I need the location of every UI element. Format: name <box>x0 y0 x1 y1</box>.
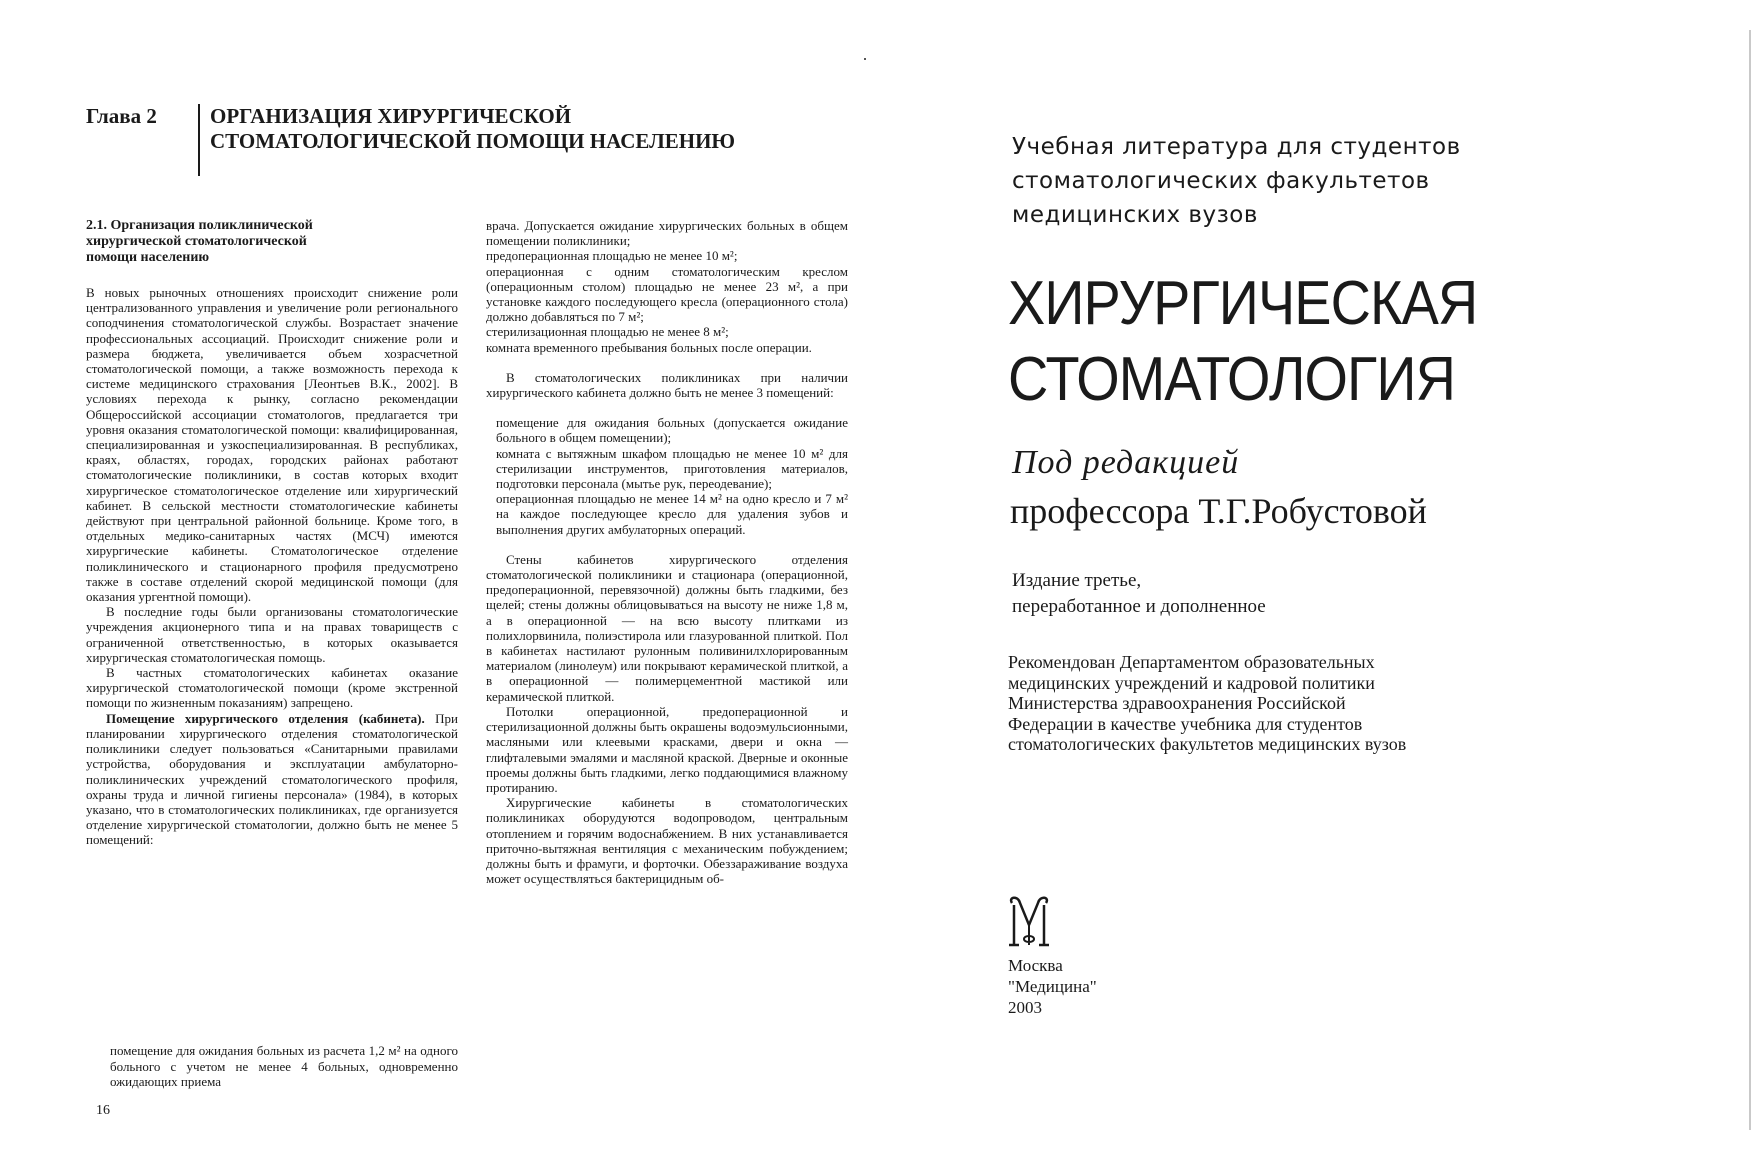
section-heading-line: хирургической стоматологической <box>86 234 307 249</box>
book-title-line: ХИРУРГИЧЕСКАЯ <box>1008 269 1478 338</box>
section-heading-line: помощи населению <box>86 250 210 265</box>
recommendation-line: Федерации в качестве учебника для студентов <box>1008 713 1363 734</box>
imprint-city: Москва <box>1008 956 1063 975</box>
editor-caption: Под редакцией <box>1012 444 1240 481</box>
series-note <box>1012 130 1572 232</box>
list-item: комната с вытяжным шкафом площадью не менее 10 м² для стерилизации инструментов, приготовления материалов, подготовки персонала (мытье рук, переодевание); <box>496 445 848 492</box>
edition-line: переработанное и дополненное <box>1012 596 1266 617</box>
paragraph: Потолки операционной, предоперационной и стерилизационной должны быть окрашены водоэмульсионными, масляными или клеевыми красками, двери и окна — глифталевыми эмалями и масляной краской. Дверные и оконные проемы должны быть гладкими, легко поддающимися влажному протиранию. <box>486 703 848 795</box>
paragraph: В стоматологических поликлиниках при наличии хирургического кабинета должно быть не менее 3 помещений: <box>486 369 848 401</box>
chapter-label: Глава 2 <box>86 104 157 128</box>
edition-line: Издание третье, <box>1012 570 1142 591</box>
book-title-line: СТОМАТОЛОГИЯ <box>1008 345 1455 414</box>
text-column-left <box>86 285 458 848</box>
page-number: 16 <box>96 1103 110 1118</box>
series-note-line: Учебная литература для студентов <box>1012 134 1461 160</box>
chapter-title-line: ОРГАНИЗАЦИЯ ХИРУРГИЧЕСКОЙ <box>210 104 572 128</box>
series-note-line: стоматологических факультетов <box>1012 168 1430 194</box>
chapter-divider <box>198 104 200 176</box>
imprint-year: 2003 <box>1008 998 1042 1017</box>
paragraph: В частных стоматологических кабинетах оказание хирургической стоматологической помощи (кроме экстренной помощи по жизненным показаниям) запрещено. <box>86 665 458 711</box>
scan-speck <box>864 58 866 60</box>
page-edge <box>1749 30 1751 1130</box>
paragraph: Стены кабинетов хирургического отделения стоматологической поликлиники и стационара (операционной, предоперационной, перевязочной) должны быть гладкими, без щелей; стены должны облицовываться на высоту не ниже 1,8 м, а в операционной — на всю высоту плитками из полихлорвинила, полиэстирола или глазурованной плиткой. Пол в кабинетах настилают рулонным поливинилхлорированным материалом (линолеум) или покрывают керамической плиткой, а в операционной — полимерцементной мастикой или керамической плиткой. <box>486 551 848 704</box>
imprint-publisher: "Медицина" <box>1008 977 1097 996</box>
chapter-title <box>210 104 830 154</box>
section-heading-line: 2.1. Организация поликлинической <box>86 218 313 233</box>
editor-name: профессора Т.Г.Робустовой <box>1010 491 1427 531</box>
list-item: врача. Допускается ожидание хирургических больных в общем помещении поликлиники; <box>486 218 848 249</box>
imprint <box>1008 955 1097 1018</box>
list-item: операционная площадью не менее 14 м² на одно кресло и 7 м² на каждое последующее кресло для удаления зубов и выполнения других амбулаторных операций. <box>496 491 848 537</box>
edition-note <box>1012 568 1266 620</box>
series-note-line: медицинских вузов <box>1012 202 1258 228</box>
recommendation-line: стоматологических факультетов медицинских вузов <box>1008 734 1407 754</box>
medicina-logo-icon <box>1006 895 1052 951</box>
list-item: помещение для ожидания больных из расчета 1,2 м² на одного больного с учетом не менее 4 больных, одновременно ожидающих приема <box>110 1043 458 1089</box>
recommendation-line: Министерства здравоохранения Российской <box>1008 693 1346 713</box>
paragraph: В новых рыночных отношениях происходит снижение роли централизованного управления и увеличение роли регионального соподчинения стоматологической службы. Возрастает значение профессиональных ассоциаций. Происходит снижение роли и размера бюджета, увеличивается объем хозрасчетной стоматологической помощи, а также возможность перехода к системе медицинского страхования [Леонтьев В.К., 2002]. В условиях перехода к рынку, согласно рекомендации Общероссийской ассоциации стоматологов, предлагается три уровня оказания стоматологической помощи: квалифицированная, специализированная и узкоспециализированная. В республиках, краях, областях, городах, городских районах работают стоматологические поликлиники, в состав которых входит хирургическое стоматологическое отделение или хирургический кабинет. В сельской местности стоматологические кабинеты действуют при центральной районной больнице. Кроме того, в отдельных медико-санитарных частях (МСЧ) имеются хирургические кабинеты. Стоматологическое отделение поликлинического и стационарного профиля предусмотрено также в составе отделений скорой медицинской помощи (для оказания ургентной помощи). <box>86 285 458 605</box>
text-column-right <box>486 218 848 886</box>
list-item: комната временного пребывания больных после операции. <box>486 339 812 355</box>
list-item: помещение для ожидания больных (допускается ожидание больного в общем помещении); <box>496 415 848 446</box>
list-item: операционная с одним стоматологическим креслом (операционным столом) площадью не менее 23 м², а при установке каждого последующего кресла (операционного стола) должно добавляться по 7 м²; <box>486 263 848 325</box>
paragraph-lead: Помещение хирургического отделения (кабинета). <box>106 710 425 726</box>
section-heading <box>86 218 406 266</box>
paragraph-body: При планировании хирургического отделения стоматологической поликлиники следует пользоваться «Санитарными правилами устройства, оборудования и эксплуатации амбулаторно-поликлинических учреждений стоматологического профиля, охраны труда и личной гигиены персонала» (1984), в которых указано, что в стоматологических поликлиниках, где организуется отделение хирургической стоматологии, должно быть не менее 5 помещений: <box>86 710 458 848</box>
paragraph: Хирургические кабинеты в стоматологических поликлиниках оборудуются водопроводом, центральным отоплением и горячим водоснабжением. В них устанавливается приточно-вытяжная вентиляция с механическим побуждением; должны быть и фрамуги, и форточки. Обеззараживание воздуха может осуществляться бактерицидным об- <box>486 795 848 887</box>
paragraph: В последние годы были организованы стоматологические учреждения акционерного типа и на правах товариществ с ограниченной ответственностью, в которых оказывается хирургическая стоматологическая помощь. <box>86 604 458 665</box>
recommendation-line: медицинских учреждений и кадровой политики <box>1008 672 1375 693</box>
book-title <box>1008 266 1638 418</box>
list-item: стерилизационная площадью не менее 8 м²; <box>486 324 729 340</box>
list-item: предоперационная площадью не менее 10 м²; <box>486 248 738 264</box>
recommendation-note <box>1008 652 1548 755</box>
chapter-title-line: СТОМАТОЛОГИЧЕСКОЙ ПОМОЩИ НАСЕЛЕНИЮ <box>210 129 736 153</box>
paragraph <box>86 711 458 848</box>
recommendation-line: Рекомендован Департаментом образовательных <box>1008 652 1375 672</box>
